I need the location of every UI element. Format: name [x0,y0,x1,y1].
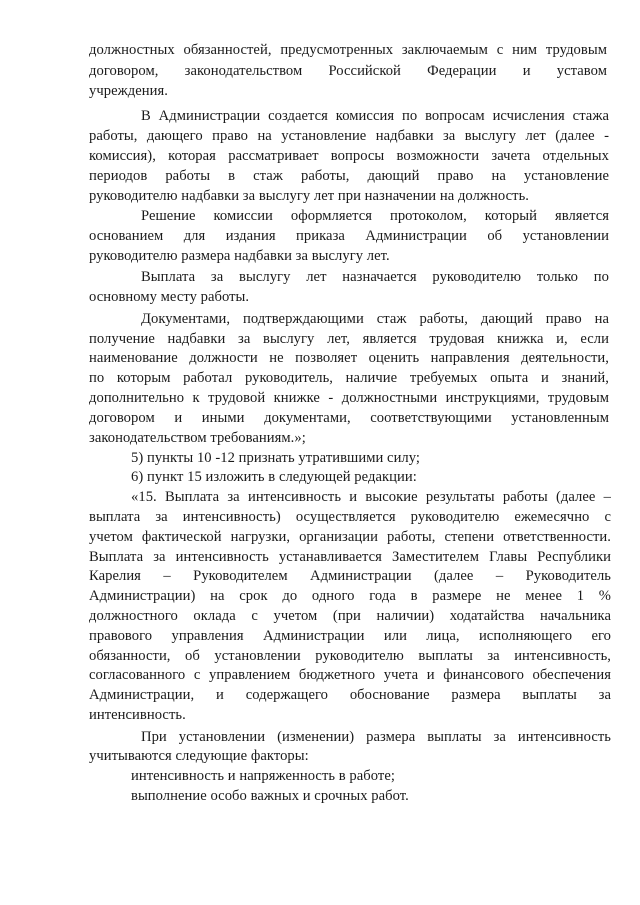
text-line: договором, законодательством Российской Федерации и уставом [89,62,607,79]
text-line: руководителю надбавки за выслугу лет при назначении на должность. [89,187,529,204]
text-line: выплата за интенсивность) осуществляется руководителю ежемесячно с [89,508,611,525]
text-line: правового управления Администрации или лица, исполняющего его [89,627,611,644]
text-line: Администрации) на срок до одного года в размере не менее 1 % [89,588,611,605]
text-line: договором и иными документами, соответствующими установленным [89,409,609,426]
text-line: наименование должности не позволяет оценить направления деятельности, [89,350,609,367]
text-line: «15. Выплата за интенсивность и высокие результаты работы (далее – [131,489,611,506]
text-line: Выплата за интенсивность устанавливается Заместителем Главы Республики [89,548,611,565]
text-line: руководителю размера надбавки за выслугу лет. [89,247,390,264]
text-line: по которым работал руководитель, наличие требуемых опыта и знаний, [89,370,609,387]
text-line: интенсивность и напряженность в работе; [131,768,395,785]
text-line: Карелия – Руководителем Администрации (далее – Руководитель [89,568,611,585]
text-line: учреждения. [89,82,168,99]
text-line: Выплата за выслугу лет назначается руководителю только по [141,269,609,286]
text-line: учитываются следующие факторы: [89,748,309,765]
text-line: Документами, подтверждающими стаж работы, дающий право на [141,310,609,327]
text-line: интенсивность. [89,707,186,723]
text-line: основному месту работы. [89,289,250,306]
text-line: В Администрации создается комиссия по вопросам исчисления стажа [141,108,609,125]
text-line: должностных обязанностей, предусмотренных заключаемым с ним трудовым [89,42,607,58]
text-line: 6) пункт 15 изложить в следующей редакции: [131,469,417,486]
text-line: основанием для издания приказа Администрации об установлении [89,228,609,245]
text-line: выполнение особо важных и срочных работ. [131,788,409,804]
text-line: работы, дающего право на установление надбавки за выслугу лет (далее - [89,128,609,145]
text-line: согласованного с управлением бюджетного учета и финансового обеспечения [89,667,611,684]
text-line: Решение комиссии оформляется протоколом, который является [141,208,609,225]
text-line: должностного оклада с учетом (при наличии) ходатайства начальника [89,608,611,624]
text-line: законодательством требованиям.»; [89,429,306,446]
text-line: При установлении (изменении) размера выплаты за интенсивность [141,728,611,745]
text-line: обязанности, об установлении руководителю выплаты за интенсивность, [89,647,611,664]
text-line: комиссия), которая рассматривает вопросы возможности зачета отдельных [89,148,609,164]
text-line: дополнительно к трудовой книжке - должностными инструкциями, трудовым [89,390,609,406]
text-line: 5) пункты 10 -12 признать утратившими силу; [131,449,421,466]
text-line: учетом фактической нагрузки, организации работы, степени ответственности. [89,528,611,545]
text-line: Администрации, и содержащего обоснование размера выплаты за [89,687,611,704]
text-line: периодов работы в стаж работы, дающий право на установление [89,167,609,184]
text-line: получение надбавки за выслугу лет, является трудовая книжка и, если [89,330,609,347]
